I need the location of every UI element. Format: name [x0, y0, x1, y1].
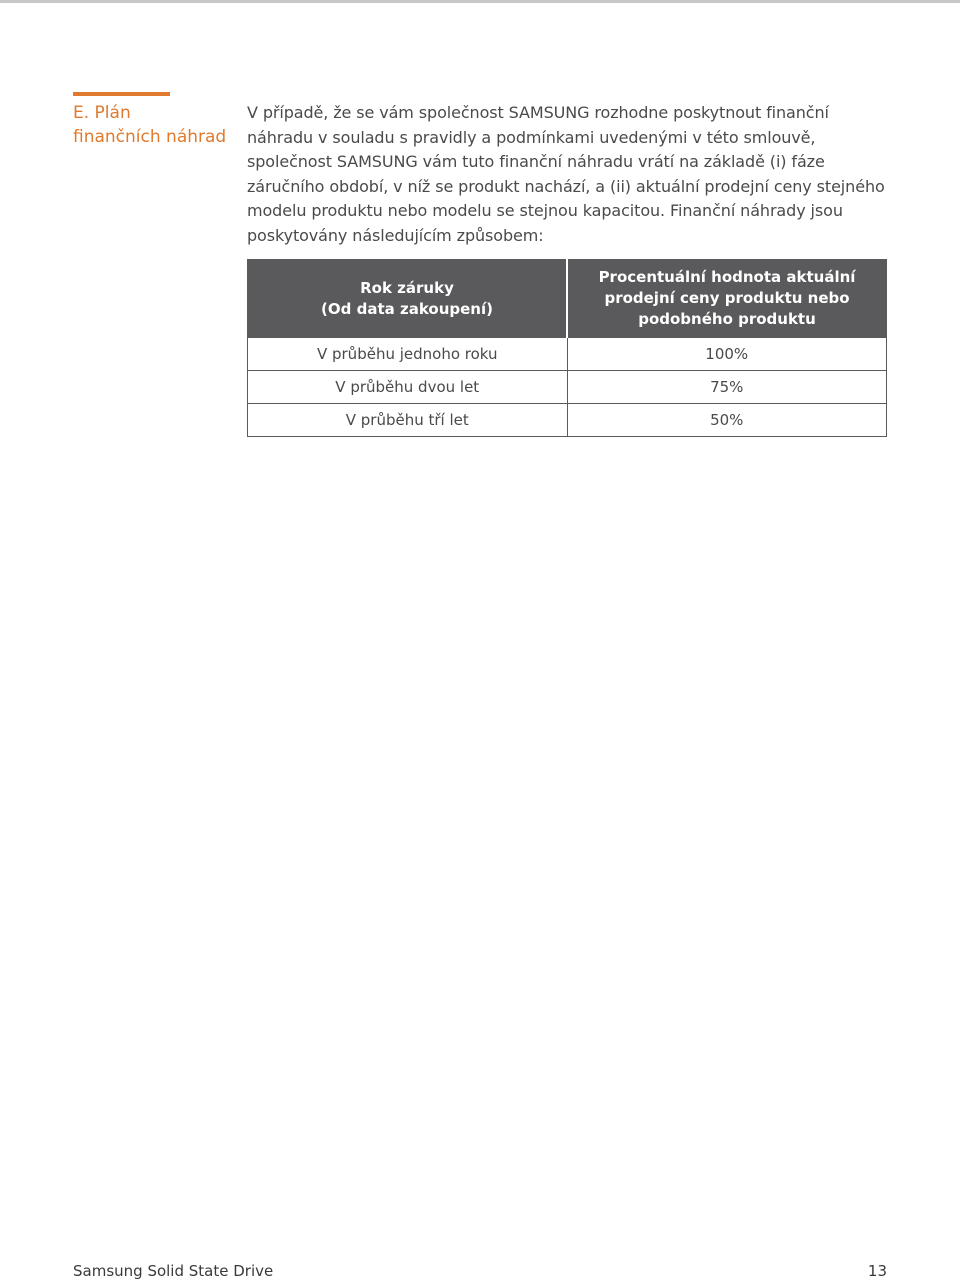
header-warranty-year-line-1: Rok záruky: [360, 278, 454, 297]
cell-percent: 100%: [567, 338, 887, 371]
table-row: [248, 371, 887, 404]
cell-period: V průběhu dvou let: [248, 371, 568, 404]
table-header: [248, 260, 887, 338]
section-title-line-1: E. Plán: [73, 103, 131, 123]
header-percent-value-line-2: prodejní ceny produktu nebo: [604, 289, 850, 307]
cell-percent: 50%: [567, 404, 887, 437]
table-row: [248, 338, 887, 371]
section-accent-bar: [73, 92, 170, 96]
cell-period: V průběhu tří let: [248, 404, 568, 437]
page-number: 13: [867, 1262, 887, 1280]
section-title-line-2: finančních náhrad: [73, 127, 227, 147]
header-percent-value-line-3: podobného produktu: [638, 310, 816, 328]
header-warranty-year-line-2: (Od data zakoupení): [321, 299, 493, 318]
footer-title: Samsung Solid State Drive: [73, 1262, 274, 1280]
refund-table: [247, 259, 887, 437]
header-percent-value: [567, 260, 887, 338]
body-paragraph: V případě, že se vám společnost SAMSUNG rozhodne poskytnout finanční náhradu v souladu s pravidly a podmínkami uvedenými v této smlouvě, společnost SAMSUNG vám tuto finanční náhradu vrátí na základě (i) fáze záručního období, v níž se produkt nachází, a (ii) aktuální prodejní ceny stejného modelu produktu nebo modelu se stejnou kapacitou. Finanční náhrady jsou poskytovány následujícím způsobem:: [247, 103, 885, 245]
table-row: [248, 404, 887, 437]
table-body: [248, 338, 887, 437]
section-title: [73, 101, 238, 149]
cell-period: V průběhu jednoho roku: [248, 338, 568, 371]
header-percent-value-line-1: Procentuální hodnota aktuální: [598, 268, 856, 286]
top-rule: [0, 0, 960, 3]
cell-percent: 75%: [567, 371, 887, 404]
header-warranty-year: [248, 260, 568, 338]
table-header-row: [248, 260, 887, 338]
